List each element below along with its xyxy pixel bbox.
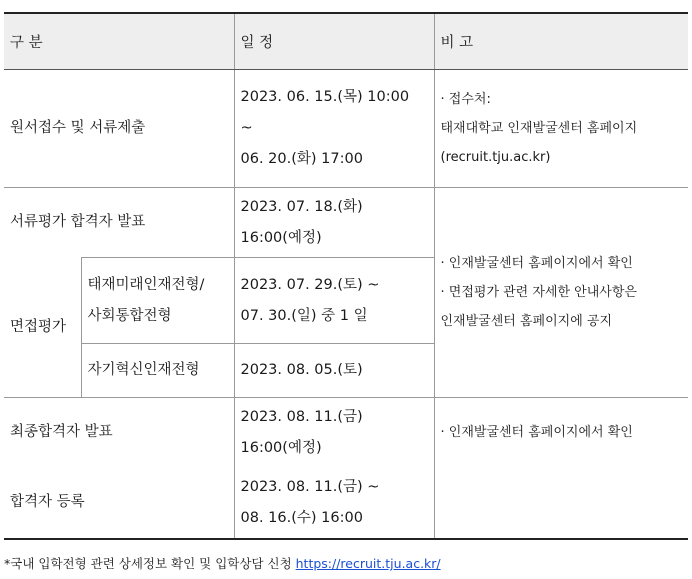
table-header-row <box>4 13 688 70</box>
recruit-link[interactable]: https://recruit.tju.ac.kr/ <box>295 556 441 571</box>
interview-track1-name: 태재미래인재전형/ 사회통합전형 <box>81 258 234 344</box>
application-date: 2023. 06. 15.(목) 10:00 ~ 06. 20.(화) 17:00 <box>234 70 434 188</box>
row-application <box>4 70 688 188</box>
interview-track1-date: 2023. 07. 29.(토) ~ 07. 30.(일) 중 1 일 <box>234 258 434 344</box>
application-note: · 접수처: 태재대학교 인재발굴센터 홈페이지 (recruit.tju.ac.kr) <box>434 70 688 188</box>
row-final-result <box>4 398 688 468</box>
footnote <box>4 554 441 572</box>
schedule-table <box>4 12 688 540</box>
header-schedule: 일 정 <box>234 13 434 70</box>
final-result-label: 최종합격자 발표 <box>4 398 234 468</box>
registration-label: 합격자 등록 <box>4 468 234 539</box>
row-doc-result <box>4 188 688 258</box>
header-category: 구 분 <box>4 13 234 70</box>
interview-track2-date: 2023. 08. 05.(토) <box>234 344 434 398</box>
footnote-text: *국내 입학전형 관련 상세정보 확인 및 입학상담 신청 <box>4 556 296 571</box>
application-label: 원서접수 및 서류제출 <box>4 70 234 188</box>
doc-result-label: 서류평가 합격자 발표 <box>4 188 234 258</box>
interview-label: 면접평가 <box>4 258 81 398</box>
header-remarks: 비 고 <box>434 13 688 70</box>
final-result-note: · 인재발굴센터 홈페이지에서 확인 <box>434 398 688 539</box>
doc-result-date: 2023. 07. 18.(화) 16:00(예정) <box>234 188 434 258</box>
doc-result-note: · 인재발굴센터 홈페이지에서 확인 · 면접평가 관련 자세한 안내사항은 인재발굴센터 홈페이지에 공지 <box>434 188 688 398</box>
interview-track2-name: 자기혁신인재전형 <box>81 344 234 398</box>
registration-date: 2023. 08. 11.(금) ~ 08. 16.(수) 16:00 <box>234 468 434 539</box>
final-result-date: 2023. 08. 11.(금) 16:00(예정) <box>234 398 434 468</box>
